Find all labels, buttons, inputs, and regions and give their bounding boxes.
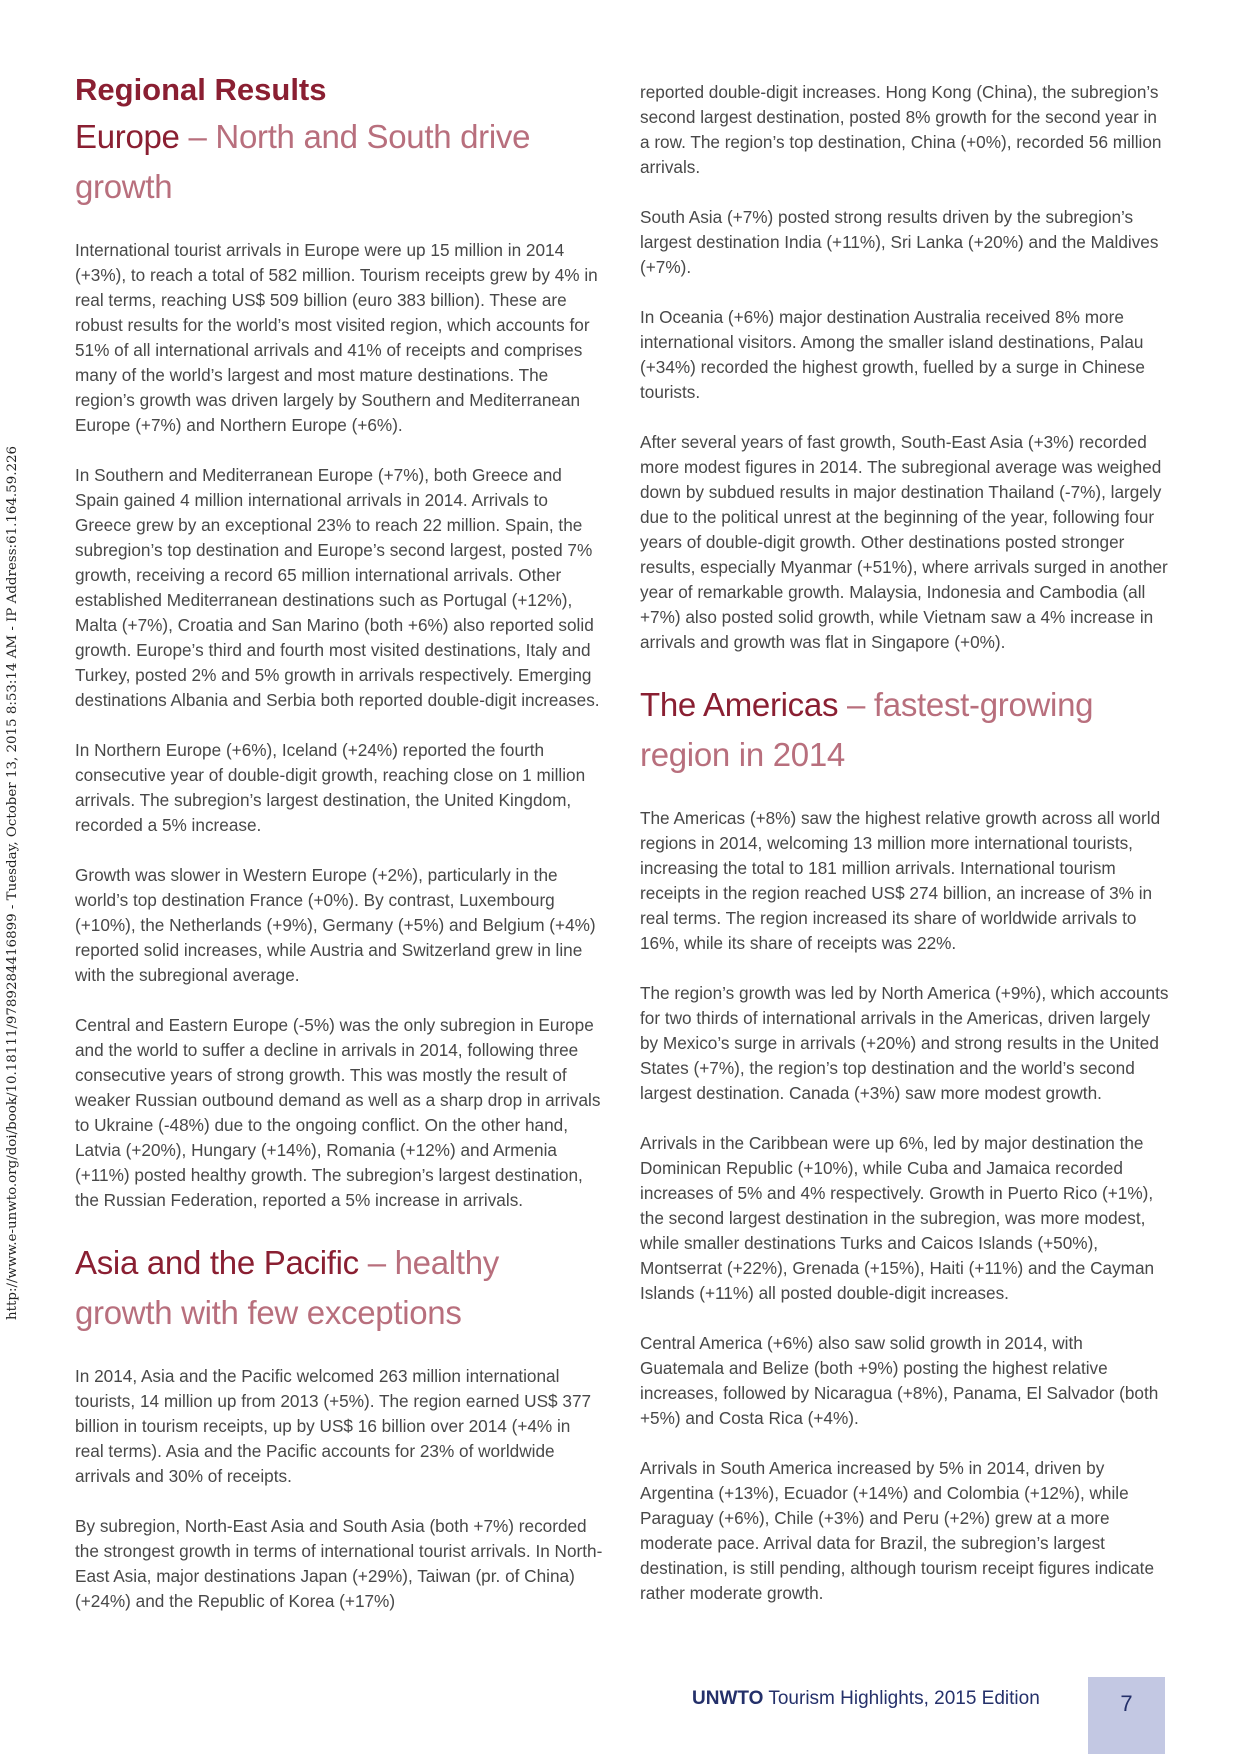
americas-heading — [640, 680, 1170, 780]
americas-paragraph: Arrivals in South America increased by 5% in 2014, driven by Argentina (+13%), Ecuador (+14%) and Colombia (+12%), while Paraguay (+6%), Chile (+3%) and Peru (+2%) grew at a more moderate pace. Arrival data for Brazil, the subregion’s largest destination, is still pending, although tourism receipt figures indicate rather moderate growth. — [640, 1458, 1155, 1603]
footer-publication — [692, 1688, 1040, 1710]
asia-paragraph: In 2014, Asia and the Pacific welcomed 263 million international tourists, 14 million up from 2013 (+5%). The region earned US$ 377 billion in tourism receipts, up by US$ 16 billion over 2014 (+4% in real terms). Asia and the Pacific accounts for 23% of worldwide arrivals and 30% of receipts. — [75, 1366, 592, 1486]
americas-paragraph: Central America (+6%) also saw solid growth in 2014, with Guatemala and Belize (both +9%) posting the highest relative increases, followed by Nicaragua (+8%), Panama, El Salvador (both +5%) and Costa Rica (+4%). — [640, 1333, 1159, 1428]
left-column — [75, 72, 603, 1639]
europe-paragraph: Growth was slower in Western Europe (+2%), particularly in the world’s top destination France (+0%). By contrast, Luxembourg (+10%), the Netherlands (+9%), Germany (+5%) and Belgium (+4%) reported solid increases, while Austria and Switzerland grew in line with the subregional average. — [75, 865, 596, 985]
europe-heading — [75, 112, 603, 212]
footer-title: Tourism Highlights, 2015 Edition — [763, 1688, 1040, 1709]
americas-paragraph: Arrivals in the Caribbean were up 6%, led by major destination the Dominican Republic (+10%), while Cuba and Jamaica recorded increases of 5% and 4% respectively. Growth in Puerto Rico (+1%), the second largest destination in the subregion, was more modest, while smaller destinations Turks and Caicos Islands (+50%), Montserrat (+22%), Grenada (+15%), Haiti (+11%) and the Cayman Islands (+11%) all posted double-digit increases. — [640, 1133, 1155, 1303]
page-number: 7 — [1120, 1691, 1133, 1716]
download-stamp-text: http://www.e-unwto.org/doi/book/10.18111/9789284416899 - Tuesday, October 13, 2015 8:53:14 AM - IP Address:61.164.59.226 — [5, 445, 20, 1320]
right-column — [640, 80, 1170, 1631]
asia-paragraph: By subregion, North-East Asia and South Asia (both +7%) recorded the strongest growth in terms of international tourist arrivals. In North-East Asia, major destinations Japan (+29%), Taiwan (pr. of China) (+24%) and the Republic of Korea (+17%) — [75, 1516, 603, 1611]
asia-heading-lead: Asia and the Pacific — [75, 1244, 359, 1281]
americas-paragraph: The Americas (+8%) saw the highest relative growth across all world regions in 2014, welcoming 13 million more international tourists, increasing the total to 181 million arrivals. International tourism receipts in the region reached US$ 274 billion, an increase of 3% in real terms. The region increased its share of worldwide arrivals to 16%, while its share of receipts was 22%. — [640, 808, 1161, 953]
americas-paragraph: The region’s growth was led by North America (+9%), which accounts for two thirds of international arrivals in the Americas, driven largely by Mexico’s surge in arrivals (+20%) and strong results in the United States (+7%), the region’s top destination and the world’s second largest destination. Canada (+3%) saw more modest growth. — [640, 983, 1169, 1103]
europe-heading-trail: – North and South drive growth — [75, 118, 531, 205]
section-title: Regional Results — [75, 72, 327, 107]
asia-paragraph: After several years of fast growth, South-East Asia (+3%) recorded more modest figures in 2014. The subregional average was weighed down by subdued results in major destination Thailand (-7%), largely due to the political unrest at the beginning of the year, following four years of double-digit growth. Other destinations posted stronger results, especially Myanmar (+51%), where arrivals surged in another year of remarkable growth. Malaysia, Indonesia and Cambodia (all +7%) also posted solid growth, while Vietnam saw a 4% increase in arrivals and growth was flat in Singapore (+0%). — [640, 432, 1168, 652]
asia-paragraph: reported double-digit increases. Hong Kong (China), the subregion’s second largest destination, posted 8% growth for the second year in a row. The region’s top destination, China (+0%), recorded 56 million arrivals. — [640, 82, 1162, 177]
europe-heading-lead: Europe — [75, 118, 180, 155]
europe-paragraph: In Southern and Mediterranean Europe (+7%), both Greece and Spain gained 4 million international arrivals in 2014. Arrivals to Greece grew by an exceptional 23% to reach 22 million. Spain, the subregion’s top destination and Europe’s second largest, posted 7% growth, receiving a record 65 million international arrivals. Other established Mediterranean destinations such as Portugal (+12%), Malta (+7%), Croatia and San Marino (both +6%) also reported solid growth. Europe’s third and fourth most visited destinations, Italy and Turkey, posted 2% and 5% growth in arrivals respectively. Emerging destinations Albania and Serbia both reported double-digit increases. — [75, 465, 600, 710]
footer-brand: UNWTO — [692, 1688, 764, 1709]
europe-paragraph: International tourist arrivals in Europe were up 15 million in 2014 (+3%), to reach a total of 582 million. Tourism receipts grew by 4% in real terms, reaching US$ 509 billion (euro 383 billion). These are robust results for the world’s most visited region, which accounts for 51% of all international arrivals and 41% of receipts and comprises many of the world’s largest and most mature destinations. The region’s growth was driven largely by Southern and Mediterranean Europe (+7%) and Northern Europe (+6%). — [75, 240, 598, 435]
americas-heading-trail: – fastest-growing region in 2014 — [640, 686, 1094, 773]
download-stamp — [0, 440, 26, 1320]
americas-heading-lead: The Americas — [640, 686, 839, 723]
europe-paragraph: Central and Eastern Europe (-5%) was the only subregion in Europe and the world to suffer a decline in arrivals in 2014, following three consecutive years of strong growth. This was mostly the result of weaker Russian outbound demand as well as a sharp drop in arrivals to Ukraine (-48%) due to the ongoing conflict. On the other hand, Latvia (+20%), Hungary (+14%), Romania (+12%) and Armenia (+11%) posted healthy growth. The subregion’s largest destination, the Russian Federation, reported a 5% increase in arrivals. — [75, 1015, 601, 1210]
asia-heading — [75, 1238, 603, 1338]
page-number-box — [1088, 1677, 1165, 1754]
asia-paragraph: South Asia (+7%) posted strong results driven by the subregion’s largest destination India (+11%), Sri Lanka (+20%) and the Maldives (+7%). — [640, 207, 1159, 277]
asia-paragraph: In Oceania (+6%) major destination Australia received 8% more international visitors. Among the smaller island destinations, Palau (+34%) recorded the highest growth, fuelled by a surge in Chinese tourists. — [640, 307, 1145, 402]
europe-paragraph: In Northern Europe (+6%), Iceland (+24%) reported the fourth consecutive year of double-digit growth, reaching close on 1 million arrivals. The subregion’s largest destination, the United Kingdom, recorded a 5% increase. — [75, 740, 586, 835]
asia-heading-trail: – healthy growth with few exceptions — [75, 1244, 499, 1331]
